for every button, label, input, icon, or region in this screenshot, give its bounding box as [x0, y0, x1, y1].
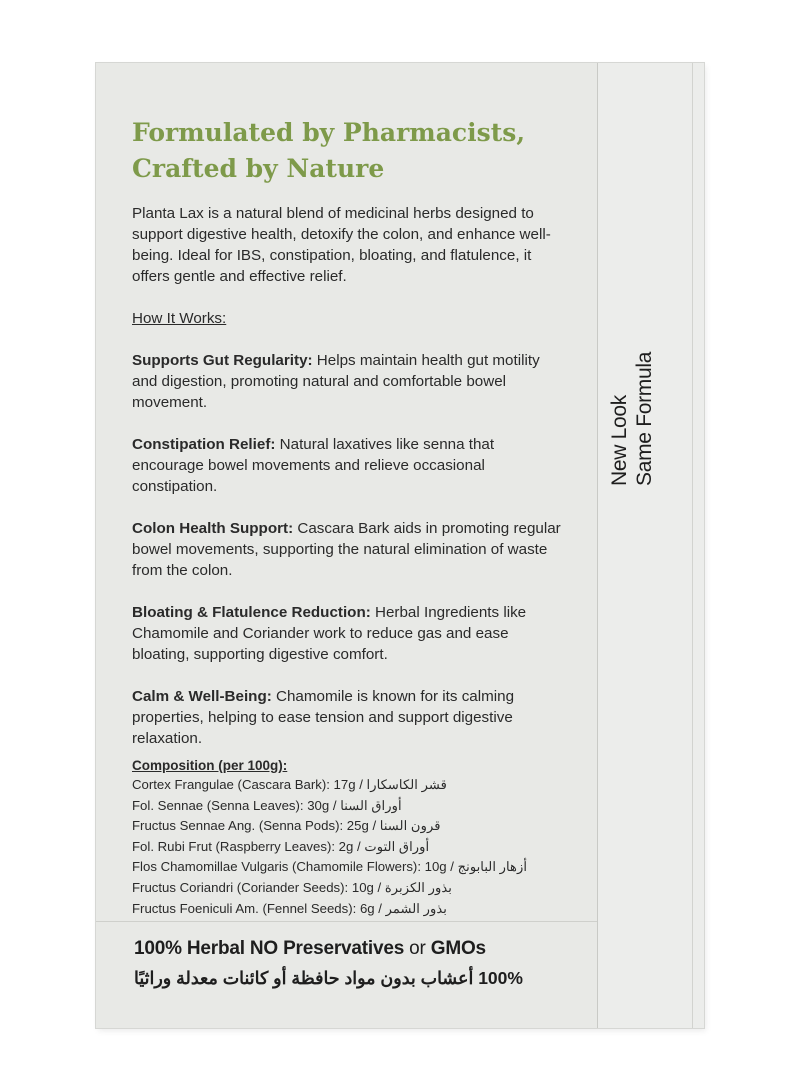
side-line-1: New Look: [608, 395, 631, 486]
feature-text: Helps maintain health gut motility and digestion, promoting natural and comfortable bowel movement.: [132, 352, 540, 411]
feature-item: [132, 434, 562, 497]
feature-text: Herbal Ingredients like Chamomile and Coriander work to reduce gas and ease bloating, supporting digestive comfort.: [132, 604, 527, 663]
feature-item: [132, 350, 562, 413]
headline-line-1: Formulated by Pharmacists,: [132, 118, 526, 147]
side-panel-text: [607, 352, 657, 486]
feature-text: Natural laxatives like senna that encourage bowel movements and relieve occasional constipation.: [132, 436, 495, 495]
footer-claim-arabic: 100% أعشاب بدون مواد حافظة أو كائنات معدلة وراثيًا: [134, 968, 523, 988]
headline-line-2: Crafted by Nature: [132, 154, 385, 183]
headline: [132, 115, 572, 187]
feature-title: Constipation Relief:: [132, 436, 276, 453]
feature-item: [132, 518, 562, 581]
feature-item: [132, 686, 562, 749]
composition-title: Composition (per 100g):: [132, 758, 288, 773]
composition-item: Fol. Sennae (Senna Leaves): 30g / أوراق السنا: [132, 797, 402, 813]
composition-item: Cortex Frangulae (Cascara Bark): 17g / قشر الكاسكارا: [132, 777, 447, 792]
footer-claim-english: 100% Herbal NO Preservatives or GMOs: [134, 938, 486, 959]
composition-item: Fructus Sennae Ang. (Senna Pods): 25g / قرون السنا: [132, 818, 441, 834]
composition-item: Flos Chamomillae Vulgaris (Chamomile Flowers): 10g / أزهار البابونج: [132, 859, 528, 875]
feature-title: Bloating & Flatulence Reduction:: [132, 604, 371, 621]
feature-title: Supports Gut Regularity:: [132, 352, 313, 369]
feature-title: Calm & Well-Being:: [132, 688, 272, 705]
composition-list: [132, 775, 602, 919]
divider: [96, 921, 597, 922]
box-side-edge: [692, 63, 693, 1028]
box-side-panel: [597, 63, 704, 1028]
feature-text: Cascara Bark aids in promoting regular bowel movements, supporting the natural elimination of waste from the colon.: [132, 520, 561, 579]
description: [132, 203, 562, 770]
side-line-2: Same Formula: [633, 351, 656, 486]
feature-item: [132, 602, 562, 665]
composition-item: Fructus Coriandri (Coriander Seeds): 10g / بذور الكزبرة: [132, 879, 452, 895]
composition-item: Fol. Rubi Frut (Raspberry Leaves): 2g / أوراق التوت: [132, 838, 430, 854]
feature-title: Colon Health Support:: [132, 520, 294, 537]
intro-text: Planta Lax is a natural blend of medicinal herbs designed to support digestive health, detoxify the colon, and enhance well-being. Ideal for IBS, constipation, bloating, and flatulence, it offers gentle and effective relief.: [132, 205, 551, 285]
how-it-works-label: How It Works:: [132, 310, 227, 327]
product-box: [96, 63, 704, 1028]
composition-item: Fructus Foeniculi Am. (Fennel Seeds): 6g / بذور الشمر: [132, 900, 447, 916]
feature-text: Chamomile is known for its calming properties, helping to ease tension and support digestive relaxation.: [132, 688, 515, 747]
